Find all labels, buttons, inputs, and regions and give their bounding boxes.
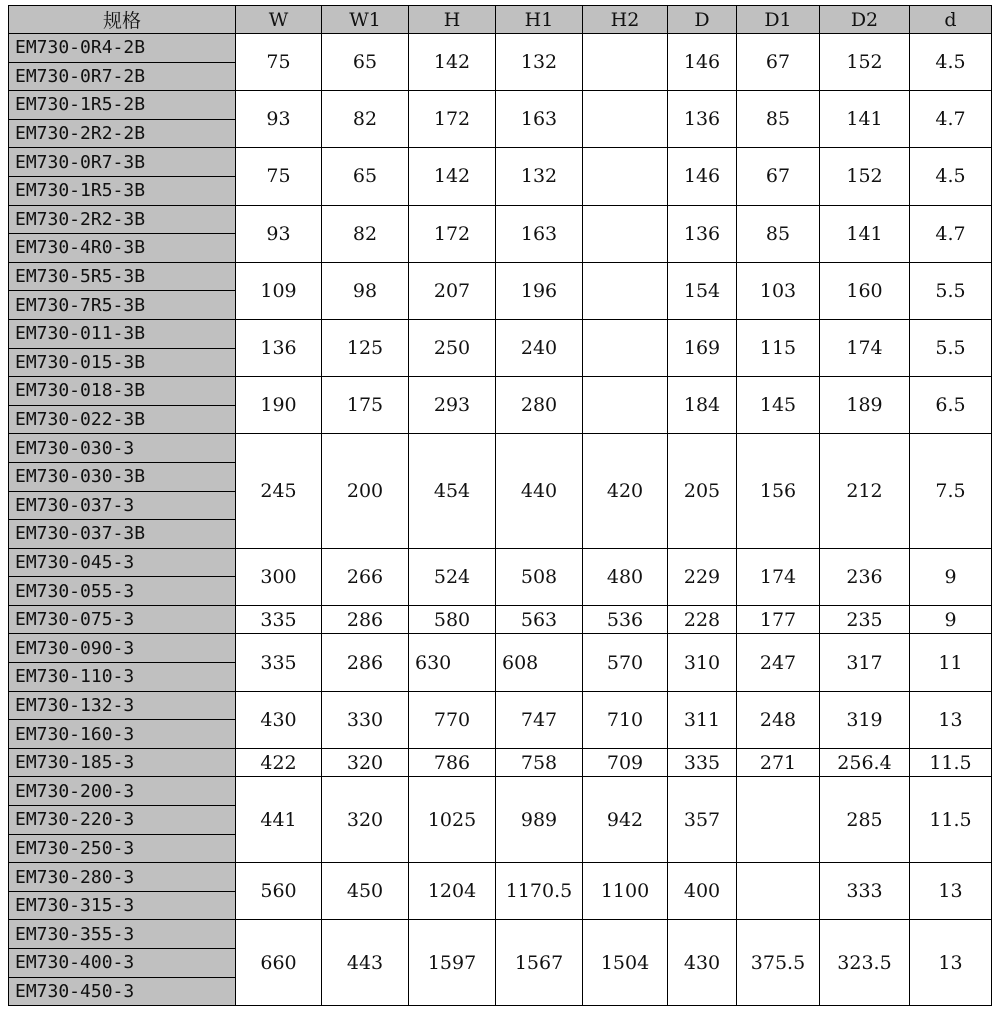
value-cell-d2: 236	[820, 548, 910, 605]
model-cell: EM730-0R7-2B	[9, 62, 236, 91]
table-row	[9, 377, 992, 406]
value-cell-d2: 141	[820, 91, 910, 148]
table-body	[9, 34, 992, 1006]
value-cell-d: 154	[668, 262, 737, 319]
value-cell-h2	[583, 377, 668, 434]
model-cell: EM730-250-3	[9, 834, 236, 863]
header-spec: 规格	[9, 6, 236, 34]
value-cell-d: 357	[668, 777, 737, 863]
model-cell: EM730-7R5-3B	[9, 291, 236, 320]
table-row	[9, 634, 992, 663]
value-cell-d1: 247	[737, 634, 820, 691]
value-cell-w: 441	[236, 777, 322, 863]
header-d1: D1	[737, 6, 820, 34]
value-cell-w1: 330	[322, 691, 409, 748]
value-cell-d: 228	[668, 605, 737, 634]
model-cell: EM730-055-3	[9, 577, 236, 606]
value-cell-h: 770	[409, 691, 496, 748]
value-cell-w1: 200	[322, 434, 409, 548]
header-h: H	[409, 6, 496, 34]
value-cell-h2	[583, 319, 668, 376]
model-cell: EM730-037-3	[9, 491, 236, 520]
value-cell-h1: 1567	[496, 920, 583, 1006]
value-cell-w1: 320	[322, 777, 409, 863]
value-cell-h1: 758	[496, 748, 583, 777]
value-cell-w: 93	[236, 91, 322, 148]
value-cell-d-small: 4.7	[910, 205, 992, 262]
model-cell: EM730-1R5-2B	[9, 91, 236, 120]
value-cell-h: 630	[409, 634, 496, 691]
value-cell-h2	[583, 262, 668, 319]
value-cell-d2: 323.5	[820, 920, 910, 1006]
table-row	[9, 548, 992, 577]
value-cell-d2: 285	[820, 777, 910, 863]
table-row	[9, 748, 992, 777]
model-cell: EM730-450-3	[9, 977, 236, 1006]
value-cell-d1: 156	[737, 434, 820, 548]
model-cell: EM730-110-3	[9, 663, 236, 692]
model-cell: EM730-0R4-2B	[9, 34, 236, 63]
value-cell-w: 300	[236, 548, 322, 605]
value-cell-d-small: 13	[910, 920, 992, 1006]
value-cell-h1: 163	[496, 91, 583, 148]
table-row	[9, 777, 992, 806]
value-cell-w1: 82	[322, 91, 409, 148]
table-row	[9, 434, 992, 463]
value-cell-w1: 65	[322, 34, 409, 91]
value-cell-h2	[583, 205, 668, 262]
value-cell-h2: 1504	[583, 920, 668, 1006]
value-cell-h1: 1170.5	[496, 863, 583, 920]
value-cell-d2: 212	[820, 434, 910, 548]
value-cell-d-small: 4.7	[910, 91, 992, 148]
value-cell-h2: 420	[583, 434, 668, 548]
model-cell: EM730-0R7-3B	[9, 148, 236, 177]
value-cell-d: 335	[668, 748, 737, 777]
value-cell-d-small: 9	[910, 605, 992, 634]
value-cell-d: 229	[668, 548, 737, 605]
value-cell-h: 1597	[409, 920, 496, 1006]
value-cell-w1: 286	[322, 605, 409, 634]
value-cell-d2: 160	[820, 262, 910, 319]
value-cell-h1: 163	[496, 205, 583, 262]
value-cell-d2: 152	[820, 148, 910, 205]
value-cell-w: 75	[236, 34, 322, 91]
table-row	[9, 605, 992, 634]
model-cell: EM730-355-3	[9, 920, 236, 949]
header-d-small: d	[910, 6, 992, 34]
value-cell-h2: 536	[583, 605, 668, 634]
table-row	[9, 920, 992, 949]
value-cell-d2: 189	[820, 377, 910, 434]
value-cell-d-small: 4.5	[910, 34, 992, 91]
model-cell: EM730-2R2-3B	[9, 205, 236, 234]
value-cell-w1: 320	[322, 748, 409, 777]
header-w: W	[236, 6, 322, 34]
value-cell-w: 335	[236, 605, 322, 634]
header-h1: H1	[496, 6, 583, 34]
value-cell-d1: 145	[737, 377, 820, 434]
value-cell-d: 430	[668, 920, 737, 1006]
value-cell-w: 335	[236, 634, 322, 691]
value-cell-h1: 240	[496, 319, 583, 376]
value-cell-d: 184	[668, 377, 737, 434]
model-cell: EM730-132-3	[9, 691, 236, 720]
value-cell-w1: 65	[322, 148, 409, 205]
value-cell-w: 75	[236, 148, 322, 205]
value-cell-d-small: 9	[910, 548, 992, 605]
value-cell-h: 1025	[409, 777, 496, 863]
value-cell-d: 169	[668, 319, 737, 376]
value-cell-h2: 1100	[583, 863, 668, 920]
value-cell-w1: 443	[322, 920, 409, 1006]
value-cell-w1: 266	[322, 548, 409, 605]
value-cell-d1	[737, 863, 820, 920]
value-cell-d1: 85	[737, 205, 820, 262]
value-cell-h: 250	[409, 319, 496, 376]
value-cell-d: 400	[668, 863, 737, 920]
value-cell-w: 109	[236, 262, 322, 319]
value-cell-d1: 67	[737, 34, 820, 91]
model-cell: EM730-280-3	[9, 863, 236, 892]
value-cell-d2: 152	[820, 34, 910, 91]
model-cell: EM730-400-3	[9, 949, 236, 978]
value-cell-d-small: 5.5	[910, 262, 992, 319]
model-cell: EM730-037-3B	[9, 520, 236, 549]
model-cell: EM730-200-3	[9, 777, 236, 806]
value-cell-d-small: 11	[910, 634, 992, 691]
model-cell: EM730-011-3B	[9, 319, 236, 348]
value-cell-d-small: 6.5	[910, 377, 992, 434]
value-cell-d2: 319	[820, 691, 910, 748]
table-row	[9, 91, 992, 120]
model-cell: EM730-160-3	[9, 720, 236, 749]
value-cell-d-small: 11.5	[910, 748, 992, 777]
value-cell-d: 136	[668, 205, 737, 262]
value-cell-d1: 248	[737, 691, 820, 748]
value-cell-d: 136	[668, 91, 737, 148]
value-cell-w: 190	[236, 377, 322, 434]
value-cell-h: 580	[409, 605, 496, 634]
value-cell-d1: 85	[737, 91, 820, 148]
value-cell-h: 172	[409, 91, 496, 148]
value-cell-w: 136	[236, 319, 322, 376]
value-cell-h: 454	[409, 434, 496, 548]
value-cell-h1: 508	[496, 548, 583, 605]
model-cell: EM730-030-3B	[9, 462, 236, 491]
table-row	[9, 863, 992, 892]
header-h2: H2	[583, 6, 668, 34]
model-cell: EM730-015-3B	[9, 348, 236, 377]
value-cell-w: 660	[236, 920, 322, 1006]
value-cell-h: 142	[409, 148, 496, 205]
value-cell-h: 786	[409, 748, 496, 777]
model-cell: EM730-030-3	[9, 434, 236, 463]
value-cell-d2: 174	[820, 319, 910, 376]
value-cell-h2: 480	[583, 548, 668, 605]
value-cell-d1: 115	[737, 319, 820, 376]
value-cell-d-small: 4.5	[910, 148, 992, 205]
model-cell: EM730-4R0-3B	[9, 234, 236, 263]
value-cell-w1: 175	[322, 377, 409, 434]
model-cell: EM730-1R5-3B	[9, 176, 236, 205]
value-cell-h2: 710	[583, 691, 668, 748]
value-cell-h: 142	[409, 34, 496, 91]
value-cell-d1	[737, 777, 820, 863]
table-row	[9, 205, 992, 234]
value-cell-d-small: 13	[910, 691, 992, 748]
table-row	[9, 691, 992, 720]
model-cell: EM730-5R5-3B	[9, 262, 236, 291]
value-cell-h1: 440	[496, 434, 583, 548]
value-cell-d1: 103	[737, 262, 820, 319]
value-cell-h1: 563	[496, 605, 583, 634]
value-cell-h2	[583, 91, 668, 148]
value-cell-d1: 271	[737, 748, 820, 777]
value-cell-w: 93	[236, 205, 322, 262]
value-cell-h1: 989	[496, 777, 583, 863]
value-cell-w1: 125	[322, 319, 409, 376]
value-cell-h2: 942	[583, 777, 668, 863]
value-cell-h1: 747	[496, 691, 583, 748]
value-cell-h2: 570	[583, 634, 668, 691]
value-cell-w: 245	[236, 434, 322, 548]
value-cell-d1: 174	[737, 548, 820, 605]
value-cell-h1: 196	[496, 262, 583, 319]
header-d2: D2	[820, 6, 910, 34]
table-row	[9, 262, 992, 291]
value-cell-w: 560	[236, 863, 322, 920]
value-cell-h: 293	[409, 377, 496, 434]
value-cell-w: 430	[236, 691, 322, 748]
value-cell-h1: 280	[496, 377, 583, 434]
model-cell: EM730-018-3B	[9, 377, 236, 406]
value-cell-h1: 608	[496, 634, 583, 691]
value-cell-h2	[583, 34, 668, 91]
header-d: D	[668, 6, 737, 34]
value-cell-d2: 141	[820, 205, 910, 262]
value-cell-d2: 317	[820, 634, 910, 691]
model-cell: EM730-075-3	[9, 605, 236, 634]
model-cell: EM730-315-3	[9, 891, 236, 920]
table-row	[9, 34, 992, 63]
value-cell-d-small: 13	[910, 863, 992, 920]
value-cell-d: 205	[668, 434, 737, 548]
value-cell-d-small: 11.5	[910, 777, 992, 863]
value-cell-h: 172	[409, 205, 496, 262]
value-cell-d: 146	[668, 34, 737, 91]
dimension-table	[8, 5, 992, 1006]
value-cell-d2: 256.4	[820, 748, 910, 777]
value-cell-h2: 709	[583, 748, 668, 777]
value-cell-h: 1204	[409, 863, 496, 920]
header-row	[9, 6, 992, 34]
model-cell: EM730-220-3	[9, 806, 236, 835]
value-cell-w1: 286	[322, 634, 409, 691]
value-cell-d: 146	[668, 148, 737, 205]
value-cell-d: 311	[668, 691, 737, 748]
value-cell-w1: 98	[322, 262, 409, 319]
value-cell-d-small: 7.5	[910, 434, 992, 548]
model-cell: EM730-185-3	[9, 748, 236, 777]
model-cell: EM730-022-3B	[9, 405, 236, 434]
header-w1: W1	[322, 6, 409, 34]
value-cell-d1: 177	[737, 605, 820, 634]
value-cell-h: 207	[409, 262, 496, 319]
value-cell-d2: 333	[820, 863, 910, 920]
value-cell-w: 422	[236, 748, 322, 777]
value-cell-h2	[583, 148, 668, 205]
value-cell-d1: 67	[737, 148, 820, 205]
table-row	[9, 319, 992, 348]
value-cell-h1: 132	[496, 148, 583, 205]
table-row	[9, 148, 992, 177]
model-cell: EM730-090-3	[9, 634, 236, 663]
value-cell-d2: 235	[820, 605, 910, 634]
value-cell-h1: 132	[496, 34, 583, 91]
value-cell-d: 310	[668, 634, 737, 691]
value-cell-d1: 375.5	[737, 920, 820, 1006]
value-cell-h: 524	[409, 548, 496, 605]
model-cell: EM730-2R2-2B	[9, 119, 236, 148]
value-cell-w1: 450	[322, 863, 409, 920]
value-cell-d-small: 5.5	[910, 319, 992, 376]
value-cell-w1: 82	[322, 205, 409, 262]
model-cell: EM730-045-3	[9, 548, 236, 577]
